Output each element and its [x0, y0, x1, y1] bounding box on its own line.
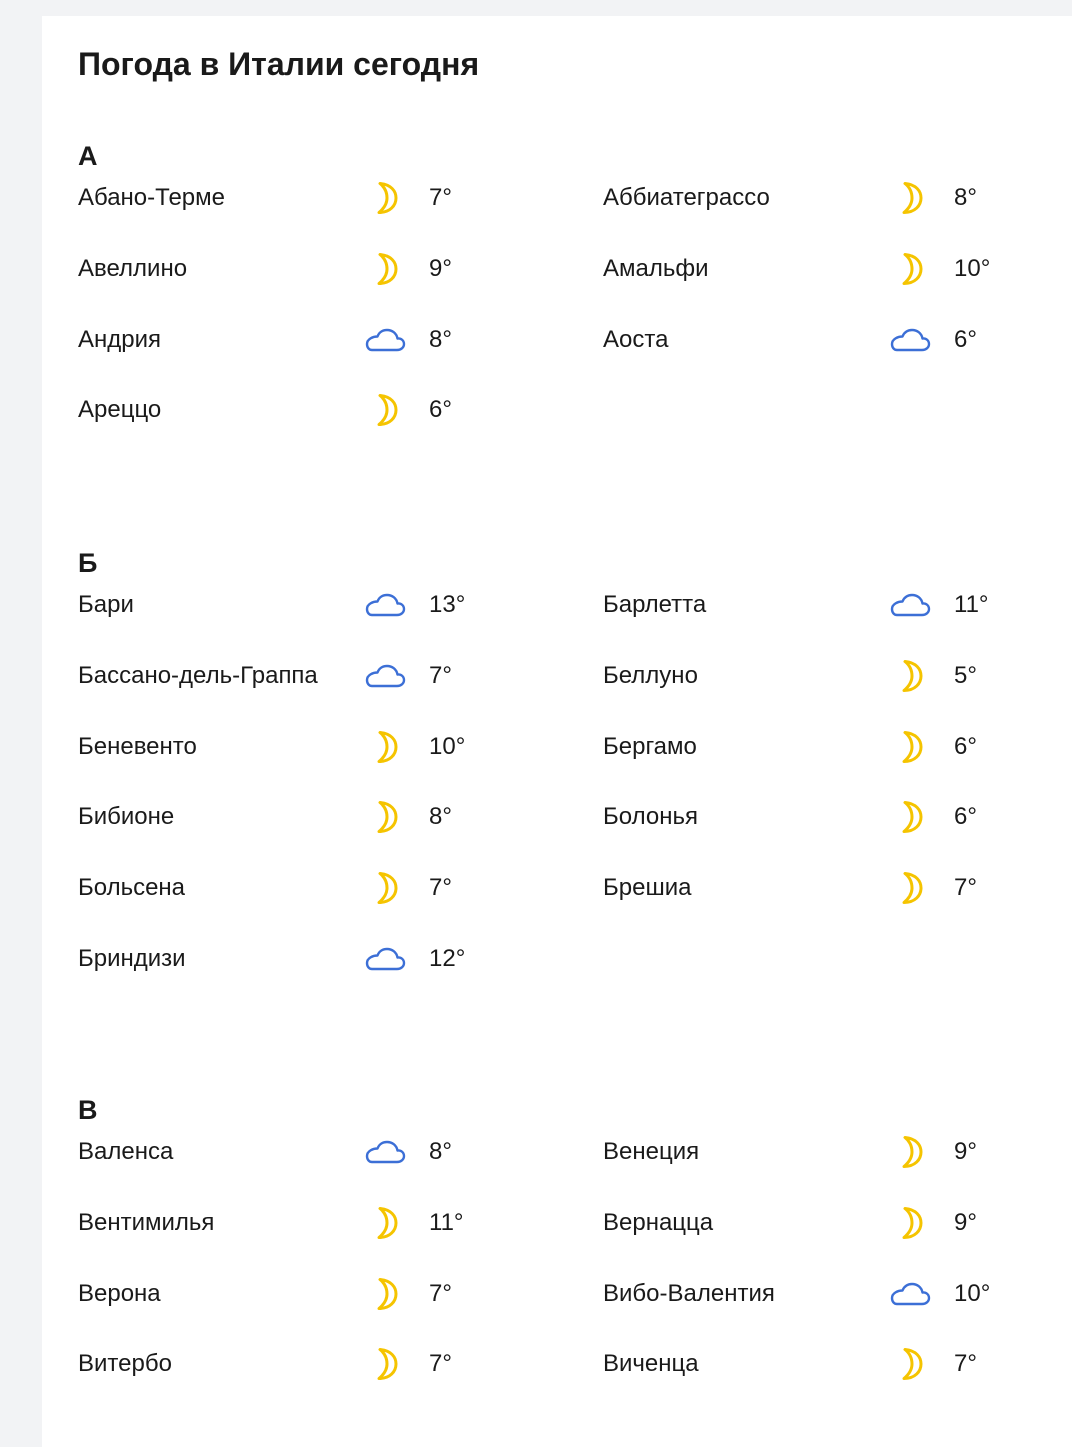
city-row[interactable] [603, 1279, 1038, 1350]
city-row[interactable] [603, 590, 1038, 661]
city-row[interactable] [78, 1208, 603, 1279]
city-row[interactable] [603, 802, 1038, 873]
cloud-icon [364, 1135, 406, 1169]
moon-icon [889, 800, 931, 834]
temperature: 10° [429, 732, 466, 760]
cloud-icon [364, 588, 406, 622]
city-name[interactable]: Аоста [603, 325, 669, 353]
city-name[interactable]: Амальфи [603, 254, 709, 282]
moon-icon [889, 1206, 931, 1240]
moon-icon [364, 181, 406, 215]
city-name[interactable]: Бассано-дель-Граппа [78, 661, 318, 689]
city-name[interactable]: Абано-Терме [78, 184, 225, 211]
moon-icon [889, 871, 931, 905]
city-name[interactable]: Барлетта [603, 591, 707, 618]
city-row[interactable] [78, 1349, 603, 1420]
city-name[interactable]: Аббиатеграссо [603, 184, 770, 211]
city-name[interactable]: Авеллино [78, 254, 188, 282]
temperature: 8° [429, 325, 452, 353]
city-row[interactable] [603, 732, 1038, 803]
cloud-icon [889, 588, 931, 622]
temperature: 7° [954, 874, 977, 902]
city-row[interactable] [603, 1208, 1038, 1279]
temperature: 8° [429, 1138, 452, 1165]
city-row[interactable] [78, 1137, 603, 1208]
page-title: Погода в Италии сегодня [78, 46, 480, 82]
temperature: 7° [954, 1350, 977, 1378]
temperature: 12° [429, 944, 466, 972]
city-grid [78, 183, 1038, 466]
cloud-icon [889, 1277, 931, 1311]
moon-icon [364, 730, 406, 764]
temperature: 11° [429, 1208, 464, 1236]
cloud-icon [889, 323, 931, 357]
city-row[interactable] [603, 661, 1038, 732]
cloud-icon [364, 323, 406, 357]
cloud-icon [364, 659, 406, 693]
city-row[interactable] [78, 732, 603, 803]
city-row[interactable] [603, 1137, 1038, 1208]
city-name[interactable]: Венеция [603, 1138, 700, 1165]
city-name[interactable]: Болонья [603, 803, 698, 831]
temperature: 6° [954, 803, 977, 831]
city-row[interactable] [603, 254, 1038, 325]
temperature: 9° [954, 1138, 977, 1165]
moon-icon [364, 1277, 406, 1311]
city-name[interactable]: Бергамо [603, 732, 697, 760]
city-row[interactable] [78, 254, 603, 325]
city-row[interactable] [78, 590, 603, 661]
temperature: 9° [954, 1208, 977, 1236]
city-name[interactable]: Вентимилья [78, 1208, 215, 1236]
city-row[interactable] [78, 183, 603, 254]
temperature: 7° [429, 1350, 452, 1378]
moon-icon [889, 1347, 931, 1381]
temperature: 11° [954, 591, 989, 618]
city-row[interactable] [78, 325, 603, 396]
city-name[interactable]: Бриндизи [78, 944, 186, 972]
moon-icon [364, 252, 406, 286]
temperature: 10° [954, 254, 991, 282]
city-name[interactable]: Бари [78, 591, 134, 618]
moon-icon [889, 730, 931, 764]
city-name[interactable]: Вернацца [603, 1208, 714, 1236]
city-row[interactable] [78, 873, 603, 944]
city-row[interactable] [603, 183, 1038, 254]
moon-icon [364, 871, 406, 905]
temperature: 7° [429, 1279, 452, 1307]
city-name[interactable]: Брешиа [603, 874, 692, 902]
city-name[interactable]: Бибионе [78, 803, 175, 831]
city-row[interactable] [603, 873, 1038, 944]
city-name[interactable]: Больсена [78, 874, 186, 902]
city-name[interactable]: Беллуно [603, 661, 698, 689]
city-name[interactable]: Витербо [78, 1350, 172, 1378]
city-row[interactable] [78, 944, 603, 1015]
moon-icon [889, 252, 931, 286]
moon-icon [364, 393, 406, 427]
temperature: 10° [954, 1279, 991, 1307]
temperature: 7° [429, 184, 452, 211]
temperature: 8° [429, 803, 452, 831]
temperature: 6° [954, 325, 977, 353]
cloud-icon [364, 942, 406, 976]
section-letter: Б [78, 548, 98, 578]
weather-card [42, 16, 1072, 1447]
city-name[interactable]: Беневенто [78, 732, 197, 760]
city-name[interactable]: Андрия [78, 325, 162, 353]
city-row[interactable] [78, 395, 603, 466]
city-row[interactable] [603, 325, 1038, 396]
temperature: 8° [954, 184, 977, 211]
temperature: 5° [954, 661, 977, 689]
city-name[interactable]: Вибо-Валентия [603, 1279, 775, 1307]
city-grid [78, 590, 1038, 1015]
temperature: 13° [429, 591, 466, 618]
section-letter: В [78, 1095, 98, 1125]
moon-icon [889, 659, 931, 693]
temperature: 7° [429, 661, 452, 689]
temperature: 7° [429, 874, 452, 902]
temperature: 9° [429, 254, 452, 282]
moon-icon [889, 181, 931, 215]
temperature: 6° [429, 396, 452, 424]
moon-icon [364, 800, 406, 834]
moon-icon [889, 1135, 931, 1169]
section-letter: А [78, 141, 98, 171]
city-row[interactable] [78, 661, 603, 732]
city-grid [78, 1137, 1038, 1420]
city-name[interactable]: Ареццо [78, 396, 162, 424]
city-name[interactable]: Верона [78, 1279, 161, 1307]
city-row[interactable] [603, 1349, 1038, 1420]
moon-icon [364, 1206, 406, 1240]
city-name[interactable]: Виченца [603, 1350, 699, 1378]
temperature: 6° [954, 732, 977, 760]
city-name[interactable]: Валенса [78, 1138, 174, 1165]
city-row[interactable] [78, 1279, 603, 1350]
city-row[interactable] [78, 802, 603, 873]
moon-icon [364, 1347, 406, 1381]
